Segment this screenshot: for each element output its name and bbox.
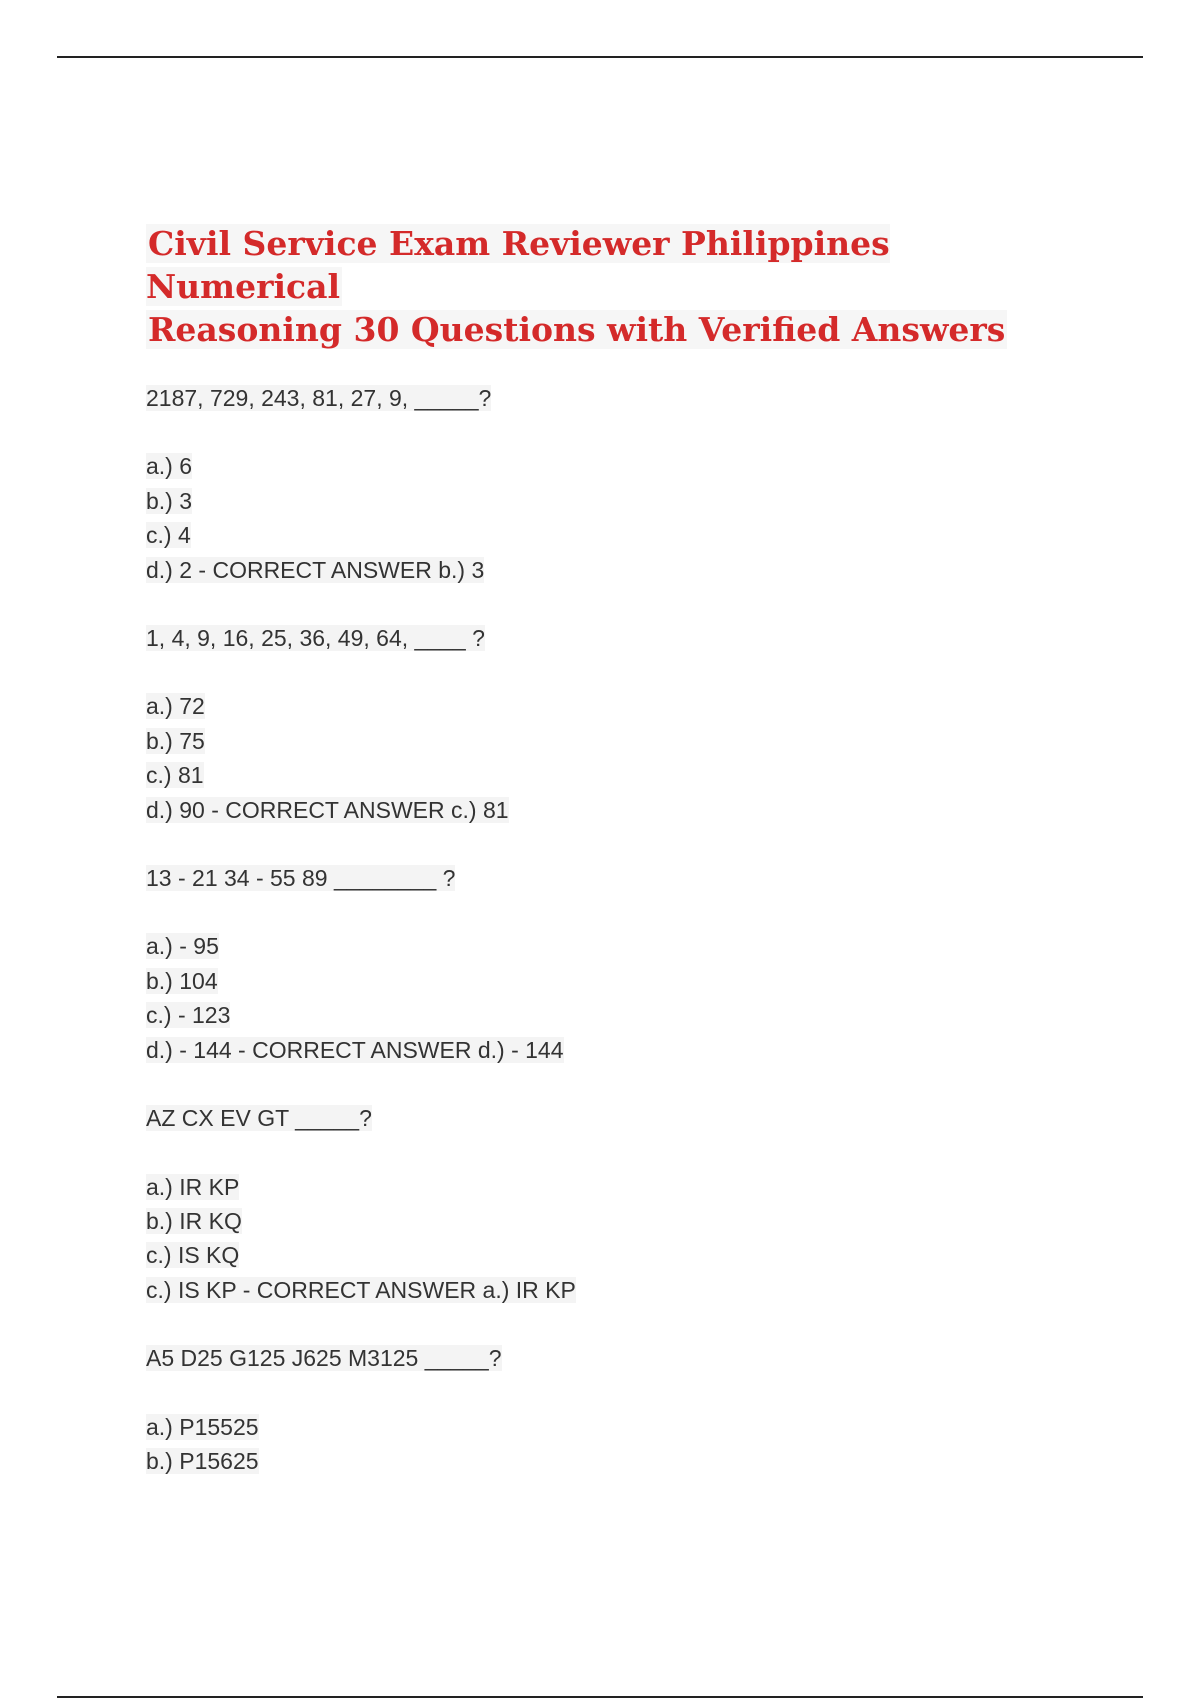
option-c: c.) 81 — [146, 762, 204, 789]
option-d-with-answer: d.) 2 - CORRECT ANSWER b.) 3 — [146, 556, 485, 583]
option-c: c.) - 123 — [146, 1002, 231, 1029]
option-a: a.) 72 — [146, 693, 205, 720]
option-b: b.) P15625 — [146, 1447, 259, 1474]
question-block-4 — [146, 1101, 1046, 1307]
option-a: a.) 6 — [146, 453, 193, 480]
option-d-with-answer: d.) 90 - CORRECT ANSWER c.) 81 — [146, 796, 509, 823]
question-prompt: 2187, 729, 243, 81, 27, 9, _____? — [146, 385, 492, 411]
title-line-1: Civil Service Exam Reviewer Philippines Numerical — [146, 224, 890, 306]
option-a: a.) - 95 — [146, 933, 219, 960]
option-b: b.) 104 — [146, 967, 218, 994]
option-b: b.) 3 — [146, 487, 193, 514]
option-a: a.) IR KP — [146, 1173, 240, 1200]
question-prompt: 1, 4, 9, 16, 25, 36, 49, 64, ____ ? — [146, 625, 485, 652]
question-block-3 — [146, 861, 1046, 1067]
footer-rule — [57, 1696, 1143, 1698]
option-d-with-answer: d.) - 144 - CORRECT ANSWER d.) - 144 — [146, 1036, 564, 1063]
question-block-1 — [146, 381, 1046, 587]
document-title — [146, 222, 1046, 351]
title-line-2: Reasoning 30 Questions with Verified Answers — [148, 310, 1006, 349]
option-c: c.) 4 — [146, 522, 191, 549]
question-block-2 — [146, 621, 1046, 827]
option-d-with-answer: c.) IS KP - CORRECT ANSWER a.) IR KP — [146, 1276, 576, 1303]
option-b: b.) 75 — [146, 727, 205, 754]
option-a: a.) P15525 — [146, 1413, 259, 1440]
question-prompt: 13 - 21 34 - 55 89 ________ ? — [146, 865, 456, 892]
option-b: b.) IR KQ — [146, 1207, 242, 1234]
document-body — [146, 222, 1046, 1512]
question-prompt: AZ CX EV GT _____? — [146, 1105, 372, 1132]
question-block-5 — [146, 1341, 1046, 1478]
question-prompt: A5 D25 G125 J625 M3125 _____? — [146, 1345, 502, 1372]
header-rule — [57, 56, 1143, 58]
option-c: c.) IS KQ — [146, 1242, 240, 1269]
